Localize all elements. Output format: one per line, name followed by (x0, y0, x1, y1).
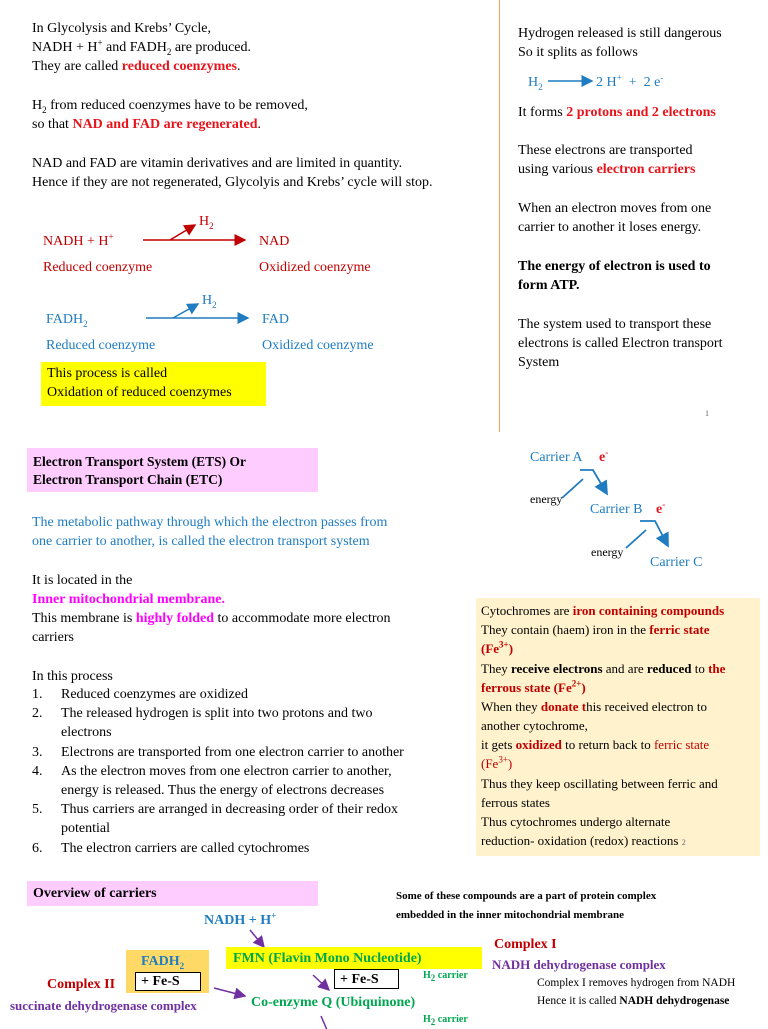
process-intro: In this process (32, 669, 113, 684)
cytochrome-info-box (476, 598, 760, 856)
overview-title: Overview of carriers (33, 886, 157, 901)
location-line-3: This membrane is highly folded to accommodate more electron (32, 611, 391, 626)
fad-h2-label: $H_2$ (202, 293, 217, 310)
intro-line-3: They are called reduced coenzymes. (32, 59, 241, 74)
electron-b: e- (656, 499, 666, 517)
vitamin-line-2: Hence if they are not regenerated, Glycolyis and Krebs’ cycle will stop. (32, 175, 433, 190)
moves-line-1: When an electron moves from one (518, 201, 712, 216)
hydrogen-line-1: Hydrogen released is still dangerous (518, 26, 722, 41)
split-equation-rhs: 2 H+ + 2 e- (596, 72, 664, 90)
energy-label-2: energy (591, 545, 624, 559)
fes-label-2: + Fe-S (340, 972, 379, 987)
fadh-box (126, 950, 209, 993)
page-number-1: 1 (705, 409, 709, 418)
intro-line-1: In Glycolysis and Krebs’ Cycle, (32, 21, 211, 36)
cyto-line-5: ferrous state $(Fe^{2+})$ (481, 678, 586, 695)
electron-a: e- (599, 447, 609, 465)
overview-coq: Co-enzyme Q (Ubiquinone) (251, 995, 416, 1010)
oxidized-label-1: Oxidized coenzyme (259, 260, 371, 275)
process-step-text: potential (61, 821, 110, 837)
complex-1-name: NADH dehydrogenase complex (492, 957, 666, 972)
process-step-number: 4. (32, 763, 43, 779)
process-step-text: The released hydrogen is split into two protons and two (61, 706, 373, 722)
ets-definition-line-2: one carrier to another, is called the electron transport system (32, 534, 370, 549)
location-line-2: Inner mitochondrial membrane. (32, 592, 226, 607)
h2-line-1: $H_2$ from reduced coenzymes have to be removed, (32, 98, 308, 115)
process-step-number: 1. (32, 687, 43, 702)
nad-label: NAD (259, 234, 290, 249)
process-step-number: 6. (32, 840, 43, 856)
process-step-text: Electrons are transported from one electron carrier to another (61, 744, 404, 760)
split-equation-lhs: $H_2$ (528, 75, 543, 92)
carrier-c-label: Carrier C (650, 555, 703, 570)
reduced-label-1: Reduced coenzyme (43, 260, 153, 275)
cyto-line-4: They receive electrons and are reduced to the (481, 661, 726, 676)
process-step (32, 800, 462, 838)
forms-line: It forms 2 protons and 2 electrons (518, 105, 716, 120)
energy-label-1: energy (530, 492, 563, 506)
process-steps-list (32, 685, 462, 858)
system-line-2: electrons is called Electron transport (518, 336, 723, 351)
process-step-text: Reduced coenzymes are oxidized (61, 687, 248, 702)
cyto-line-9: $(Fe^{3+})$ (481, 754, 513, 771)
process-step-text: As the electron moves from one electron carrier to another, (61, 763, 392, 779)
callout-line-2: Oxidation of reduced coenzymes (47, 385, 232, 400)
transported-line-1: These electrons are transported (518, 143, 693, 158)
h2-line-2: so that NAD and FAD are regenerated. (32, 117, 262, 132)
energy-line-1: The energy of electron is used to (518, 259, 711, 274)
overview-title-box (27, 881, 318, 906)
callout-line-1: This process is called (47, 366, 168, 381)
ets-title-line-2: Electron Transport Chain (ETC) (33, 472, 223, 487)
complex-1-label: Complex I (494, 937, 557, 952)
page-number-2: 2 (681, 838, 686, 847)
process-step-text: Thus carriers are arranged in decreasing order of their redox (61, 802, 398, 818)
protein-note-line-1: Some of these compounds are a part of protein complex (396, 890, 657, 902)
cyto-line-10: Thus they keep oscillating between ferric and (481, 776, 718, 791)
fadh-label: $FADH_2$ (46, 312, 88, 329)
system-line-3: System (518, 355, 560, 370)
ets-title-box (27, 448, 318, 492)
vitamin-line-1: NAD and FAD are vitamin derivatives and are limited in quantity. (32, 156, 403, 171)
hydrogen-line-2: So it splits as follows (518, 45, 638, 60)
h2-carrier-label-1: $H_2$ carrier (423, 970, 468, 983)
cyto-line-8: it gets oxidized to return back to ferric state (481, 737, 710, 752)
process-step (32, 685, 462, 704)
nadh-h2-label: $H_2$ (199, 214, 214, 231)
process-step-text: electrons (61, 725, 112, 741)
intro-line-2: NADH + H+ and $FADH_2$ are produced. (32, 37, 252, 57)
location-line-4: carriers (32, 630, 74, 645)
nadh-label: NADH + H+ (43, 231, 114, 249)
cyto-line-1: Cytochromes are iron containing compounds (481, 603, 725, 618)
transported-line-2: using various electron carriers (518, 162, 696, 177)
complex-1-desc-1: Complex I removes hydrogen from NADH (537, 977, 736, 989)
h2-carrier-label-2: $H_2$ carrier (423, 1014, 468, 1027)
fes-label-1: + Fe-S (141, 974, 180, 989)
fes-box-2 (334, 969, 399, 989)
protein-note-line-2: embedded in the inner mitochondrial membrane (396, 909, 625, 921)
complex-2-label: Complex II (47, 977, 116, 992)
oxidation-callout (41, 362, 266, 406)
cyto-line-7: another cytochrome, (481, 718, 588, 733)
cyto-line-2: They contain (haem) iron in the ferric state (481, 622, 710, 637)
carrier-a-label: Carrier A (530, 450, 583, 465)
overview-fadh: $FADH_2$ (141, 954, 185, 971)
carrier-b-label: Carrier B (590, 502, 643, 517)
process-step-text: energy is released. Thus the energy of electrons decreases (61, 783, 385, 799)
process-step (32, 839, 462, 858)
process-step-text: The electron carriers are called cytochromes (61, 840, 310, 856)
fad-label: FAD (262, 312, 289, 327)
cyto-line-12: Thus cytochromes undergo alternate (481, 814, 671, 829)
cyto-line-13: reduction- oxidation (redox) reactions 2 (481, 833, 686, 848)
ets-title-line-1: Electron Transport System (ETS) Or (33, 454, 246, 469)
complex-1-desc-2: Hence it is called NADH dehydrogenase (537, 995, 730, 1007)
cyto-line-6: When they donate this received electron to (481, 699, 707, 714)
complex-2-name: succinate dehydrogenase complex (10, 998, 197, 1013)
cyto-line-3: $(Fe^{3+})$ (481, 639, 514, 656)
process-step (32, 762, 462, 800)
energy-line-2: form ATP. (518, 278, 580, 293)
overview-nadh: NADH + H+ (204, 910, 277, 928)
cyto-line-11: ferrous states (481, 795, 550, 810)
reduced-label-2: Reduced coenzyme (46, 338, 156, 353)
moves-line-2: carrier to another it loses energy. (518, 220, 702, 235)
overview-fmn: FMN (Flavin Mono Nucleotide) (233, 951, 422, 966)
ets-definition-line-1: The metabolic pathway through which the electron passes from (32, 515, 388, 530)
process-step-number: 3. (32, 744, 43, 760)
process-step-number: 5. (32, 802, 43, 818)
process-step (32, 704, 462, 742)
system-line-1: The system used to transport these (518, 317, 712, 332)
fes-box-1 (135, 972, 201, 991)
process-step (32, 743, 462, 762)
process-step-number: 2. (32, 706, 43, 722)
location-line-1: It is located in the (32, 573, 133, 588)
oxidized-label-2: Oxidized coenzyme (262, 338, 374, 353)
